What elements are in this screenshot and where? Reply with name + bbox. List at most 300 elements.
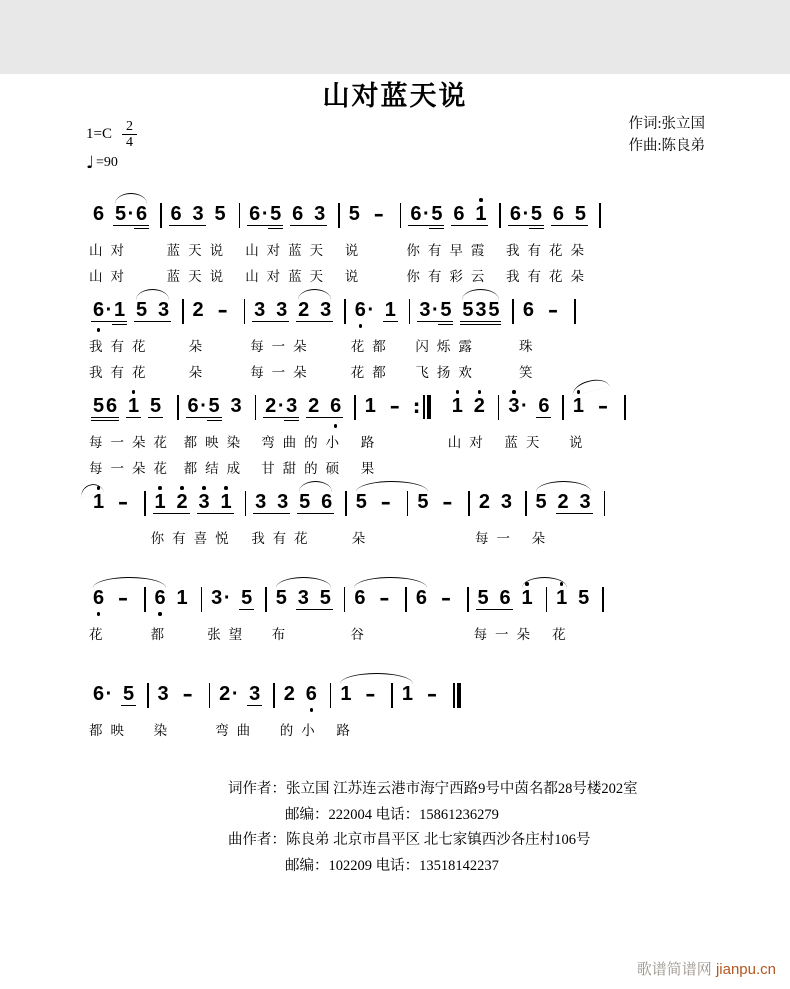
note [167,491,176,513]
note [183,203,192,225]
note: 1 [401,683,414,705]
note [221,395,230,417]
lyric-cell: 我有花朵 [505,243,592,258]
note: 6 [354,299,367,321]
note: 6 [92,203,105,225]
slur-arc [356,481,429,492]
note: 5 [299,491,311,513]
measure [242,197,336,287]
note: 6 [415,587,428,609]
note: 2 [176,491,189,513]
repeat-end-sign: : [413,395,435,419]
octave-dot-high [479,198,483,202]
lyric-cell: 我有花 [251,531,316,546]
dash-hold: – [597,394,608,418]
lyric-cell: 蓝天 [504,435,548,450]
note: 5 [578,587,590,609]
note: 6 [552,203,565,225]
watermark-url[interactable]: jianpu.cn [715,961,776,978]
lyric-cell [445,457,496,479]
barline [512,299,514,324]
note: 6 [249,203,261,225]
notes-row [86,389,175,423]
note: 2 [219,683,231,705]
note [267,491,276,513]
lyric-cell: 路 [336,723,358,738]
note: · [423,203,430,225]
lyric-cell: 每一朵花 [89,435,175,450]
note: 6 [522,299,535,321]
measure [186,293,242,383]
slur-arc [298,289,331,300]
barline [400,203,402,228]
octave-dot-high [202,486,206,490]
measure [148,581,199,645]
note: 5 [530,203,543,225]
octave-dot-low [359,324,363,328]
octave-dot-high [478,390,482,394]
lyric-cell: 染 [153,723,176,738]
lyric-cell: 每一朵 [250,365,315,380]
score [86,197,790,741]
note: 3 [314,203,326,225]
note: 5 [270,203,282,225]
note [311,491,320,513]
slur-arc [136,289,169,300]
note: 6 [329,395,342,417]
note: 5 [114,203,127,225]
note: 5 [535,491,547,513]
dash-hold: – [118,490,128,514]
note: 1 [572,395,585,417]
notes-row [181,389,253,423]
octave-dot-high [512,390,516,394]
lyric-cell: 花 [89,627,111,642]
measure [86,677,145,741]
barline [602,587,604,612]
note: 3 [211,587,223,609]
sheet-music-page [0,74,790,989]
lyric-cell: 我有花 [89,365,154,380]
note: 6 [92,683,105,705]
lyric-cell: 都结成 [183,461,249,476]
note [543,203,552,225]
note [310,587,319,609]
lyric-cell: 飞扬欢 [415,365,480,380]
lyric-cell: 你有彩云 [406,269,493,284]
slur-arc [276,577,331,588]
note: · [105,683,113,705]
notes-row [348,293,407,327]
measure [549,581,600,645]
barline [345,491,347,516]
note: 6 [135,203,148,225]
lyric-cell: 说 [568,435,591,450]
note: 5 [488,299,500,321]
barline [499,203,501,228]
barline [546,587,548,612]
lyric-cell: 的小 [279,723,323,738]
measure [501,389,560,479]
note: 3 [157,683,169,705]
slur-arc [115,193,147,204]
note: 6 [154,587,167,609]
note: · [127,203,135,225]
measure [566,389,622,479]
score-line [86,485,790,549]
measure [86,389,175,479]
barline [562,395,564,420]
lyric-cell: 我有花 [89,339,154,354]
lyric-cell: 你有喜悦 [150,531,237,546]
barline [182,299,184,324]
note: 3 [507,395,520,417]
clipped-line-wrapper [228,854,790,874]
barline [407,491,409,516]
note: 3 [198,491,211,513]
lyric-cell: 山对 [89,269,132,284]
measure [445,389,496,479]
composer-credit: 作曲:陈良弟 [628,138,705,154]
note: 1 [92,491,105,513]
lyric-cell: 朵 [188,339,211,354]
barline [244,299,246,324]
watermark-site-name: 歌谱简谱网 [636,961,712,978]
note: 6 [105,395,118,417]
barline [525,491,527,516]
notes-row [242,197,336,231]
lyric-cell [501,457,560,479]
note: 5 [440,299,452,321]
note [304,203,313,225]
lyric-cell: 闪烁露 [415,339,480,354]
note: 6 [538,395,550,417]
note [310,299,319,321]
note [512,587,521,609]
note: 3 [276,299,288,321]
lyric-cell [410,527,466,549]
lyric-cell: 朵 [351,531,374,546]
note: 2 [192,299,204,321]
watermark [637,958,776,979]
measure [181,389,253,479]
tempo-marking [86,153,137,173]
credits [628,113,705,157]
note: 2 [298,299,310,321]
lyric-cell: 我有花朵 [505,269,592,284]
note: 3 [419,299,431,321]
lyric-cell: 每一朵花 [89,461,175,476]
note [189,491,198,513]
octave-dot-high [158,486,162,490]
note: · [261,203,269,225]
notes-row [86,677,145,711]
dash-hold: – [217,298,228,322]
measure [409,581,465,645]
barline [201,587,203,612]
lyric-cell: 甘甜的硕 [261,461,348,476]
notes-row [472,485,523,519]
contact-info [228,777,790,874]
octave-dot-high [180,486,184,490]
note: 1 [340,683,352,705]
lyric-cell: 张望 [207,627,251,642]
measure [472,485,523,549]
note [148,299,157,321]
measure [529,485,602,549]
barline [574,299,576,324]
note: 3 [277,491,289,513]
lyric-cell: 花 [552,627,574,642]
note: 1 [384,299,396,321]
measure [333,677,389,741]
measure [86,197,158,287]
lyricist-address: 词作者：张立国 江苏连云港市海宁西路9号中茵名都28号楼202室 [228,781,638,797]
note: 3 [192,203,204,225]
slur-arc [299,481,332,492]
measure [403,197,497,287]
lyric-cell: 弯曲的小 [261,435,348,450]
note: 2 [478,491,491,513]
notes-row [148,485,243,519]
note: 3 [320,299,332,321]
measure [204,581,263,645]
note: 1 [364,395,376,417]
notes-row [503,197,597,231]
note [452,299,461,321]
notes-row [445,389,496,423]
note [118,395,127,417]
time-signature [122,119,137,150]
lyric-cell: 每一朵 [250,339,315,354]
note: 5 [214,203,226,225]
notes-row [358,389,445,423]
barline [467,587,469,612]
measure [410,485,466,549]
note [570,491,579,513]
composer-address: 曲作者：陈良弟 北京市昌平区 北七家镇西沙各庄村106号 [228,832,591,848]
key-signature [86,119,137,150]
note [298,395,307,417]
lyric-cell [395,719,451,741]
notes-row [258,389,352,423]
measure [347,581,403,645]
measure [503,197,597,287]
slur-arc [93,577,166,588]
barline [405,587,407,612]
slur-arc [462,289,499,300]
barline [255,395,257,420]
octave-dot-low [158,612,162,616]
lyric-cell: 蓝天说 [166,243,232,258]
lyric-cell: 说 [344,243,367,258]
note: 1 [555,587,568,609]
barline [599,203,601,228]
note: 3 [297,587,309,609]
measure [151,677,207,741]
note: 6 [170,203,182,225]
notes-row [164,197,237,231]
barline [265,587,267,612]
measure [412,293,510,383]
note: 2 [473,395,486,417]
dash-hold: – [182,682,193,706]
barline [209,683,211,708]
note: 2 [283,683,295,705]
measure [212,677,271,741]
notes-row [151,677,207,711]
octave-dot-low [310,708,314,712]
song-title: 山对蓝天说 [322,81,468,111]
measure [86,581,142,645]
dash-hold: – [426,682,437,706]
dash-hold: – [365,682,376,706]
measure [148,485,243,549]
time-signature-numerator: 2 [122,119,137,135]
slur-arc [354,577,427,588]
lyric-cell: 笑 [518,365,541,380]
lyric-cell: 蓝天说 [166,269,232,284]
note: 6 [292,203,304,225]
barline [239,203,241,228]
note: 5 [477,587,489,609]
lyric-cell: 你有早霞 [406,243,493,258]
note: 5 [275,587,287,609]
note: 5 [417,491,429,513]
tempo-value: =90 [96,155,118,170]
dash-hold: – [442,490,453,514]
octave-dot-low [97,328,101,332]
note: 6 [354,587,366,609]
note: 3 [255,491,267,513]
measure [349,485,405,549]
barline [160,203,162,228]
note: 6 [509,203,522,225]
lyric-cell: 朵 [188,365,211,380]
note [126,299,135,321]
lyric-cell: 都映 [89,723,132,738]
note [565,203,574,225]
note: · [521,395,528,417]
dash-hold: – [380,490,391,514]
barline [273,683,275,708]
lyric-cell: 果 [360,461,383,476]
key-signature-block [86,119,137,173]
lyric-cell: 说 [344,269,367,284]
note: 5 [319,587,331,609]
note: 1 [474,203,487,225]
score-line [86,197,790,287]
octave-dot-low [334,424,338,428]
barline [344,587,346,612]
note: 2 [308,395,320,417]
barline [144,587,146,612]
note: 6 [92,587,105,609]
dash-hold: – [440,586,451,610]
dash-hold: – [379,586,390,610]
note: 5 [208,395,220,417]
note: 5 [241,587,253,609]
note: 3 [249,683,261,705]
note: · [200,395,207,417]
lyric-cell: 山对 [89,243,132,258]
note: 3 [254,299,266,321]
measure [358,389,445,479]
note [266,299,275,321]
barline [344,299,346,324]
notes-row [342,197,398,231]
note: 3 [500,491,513,513]
measure [471,581,544,645]
note: 5 [92,395,105,417]
lyric-cell: 珠 [518,339,541,354]
barline [391,683,393,708]
note: 2 [265,395,277,417]
note: 5 [431,203,443,225]
notes-row [277,677,328,711]
measure [395,677,451,741]
score-line [86,677,790,741]
dash-hold: – [373,202,384,226]
octave-dot-high [132,390,136,394]
composer-postal-phone: 邮编：102209 电话：13518142237 [285,857,499,874]
note: 5 [462,299,474,321]
note: 6 [187,395,199,417]
note [443,203,452,225]
note: 6 [453,203,465,225]
note: 3 [475,299,487,321]
note: · [277,395,285,417]
note: 2 [557,491,569,513]
notes-row [204,581,263,615]
note: 1 [451,395,464,417]
dash-hold: – [118,586,128,610]
note: 5 [122,683,135,705]
measure [164,197,237,287]
note [205,203,214,225]
note: 1 [113,299,126,321]
score-meta [0,116,790,181]
notes-row [186,293,242,327]
octave-dot-high [456,390,460,394]
score-line [86,581,790,645]
lyric-cell: 花都 [350,339,394,354]
lyric-cell: 每一朵 [473,627,539,642]
note [320,395,329,417]
barline [330,683,332,708]
note [211,491,220,513]
note: · [223,587,231,609]
barline [338,203,340,228]
final-barline [453,683,461,708]
barline [354,395,356,420]
notes-row [212,677,271,711]
lyric-cell: 路 [360,435,383,450]
note: 6 [305,683,318,705]
note: 5 [574,203,587,225]
note: 6 [499,587,511,609]
measure [269,581,342,645]
lyric-cell: 都 [150,627,173,642]
note: 5 [348,203,360,225]
barline [624,395,626,420]
lyric-cell: 山对蓝天 [245,243,332,258]
note [465,203,474,225]
octave-dot-low [97,612,101,616]
note: 1 [521,587,534,609]
lyric-cell: 山对蓝天 [245,269,332,284]
measure [516,293,572,383]
